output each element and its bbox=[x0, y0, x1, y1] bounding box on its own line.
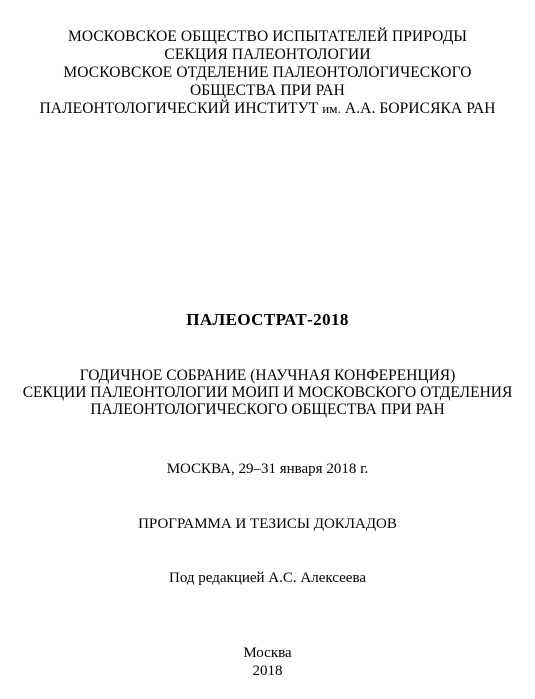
organizations-header bbox=[0, 28, 535, 118]
editor-credit bbox=[0, 569, 535, 587]
place-and-date bbox=[0, 460, 535, 478]
program-heading bbox=[0, 515, 535, 533]
conference-subtitle bbox=[0, 367, 535, 418]
header-line-branch-cont: ОБЩЕСТВА ПРИ РАН bbox=[190, 82, 345, 99]
header-line-institute bbox=[0, 100, 535, 118]
conference-title-text: ПАЛЕОСТРАТ-2018 bbox=[186, 310, 349, 329]
footer-year: 2018 bbox=[252, 663, 283, 679]
institute-name-part1: ПАЛЕОНТОЛОГИЧЕСКИЙ ИНСТИТУТ bbox=[39, 100, 323, 117]
subtitle-line-1: ГОДИЧНОЕ СОБРАНИЕ (НАУЧНАЯ КОНФЕРЕНЦИЯ) bbox=[79, 367, 456, 384]
header-line-society: МОСКОВСКОЕ ОБЩЕСТВО ИСПЫТАТЕЛЕЙ ПРИРОДЫ bbox=[67, 28, 467, 45]
header-line-section: СЕКЦИЯ ПАЛЕОНТОЛОГИИ bbox=[164, 46, 371, 63]
conference-title bbox=[0, 310, 535, 330]
institute-name-part3: А.А. БОРИСЯКА РАН bbox=[340, 100, 496, 117]
header-line-branch: МОСКОВСКОЕ ОТДЕЛЕНИЕ ПАЛЕОНТОЛОГИЧЕСКОГО bbox=[63, 64, 472, 81]
program-heading-text: ПРОГРАММА И ТЕЗИСЫ ДОКЛАДОВ bbox=[138, 516, 397, 532]
footer-city: Москва bbox=[243, 645, 292, 661]
place-date-text: МОСКВА, 29–31 января 2018 г. bbox=[166, 461, 369, 477]
editor-credit-text: Под редакцией А.С. Алексеева bbox=[169, 570, 366, 586]
imprint-footer bbox=[0, 644, 535, 680]
subtitle-line-2: СЕКЦИИ ПАЛЕОНТОЛОГИИ МОИП И МОСКОВСКОГО ОТДЕЛЕНИЯ bbox=[22, 384, 513, 401]
institute-name-abbr: им. bbox=[322, 101, 341, 116]
subtitle-line-3: ПАЛЕОНТОЛОГИЧЕСКОГО ОБЩЕСТВА ПРИ РАН bbox=[90, 401, 445, 418]
